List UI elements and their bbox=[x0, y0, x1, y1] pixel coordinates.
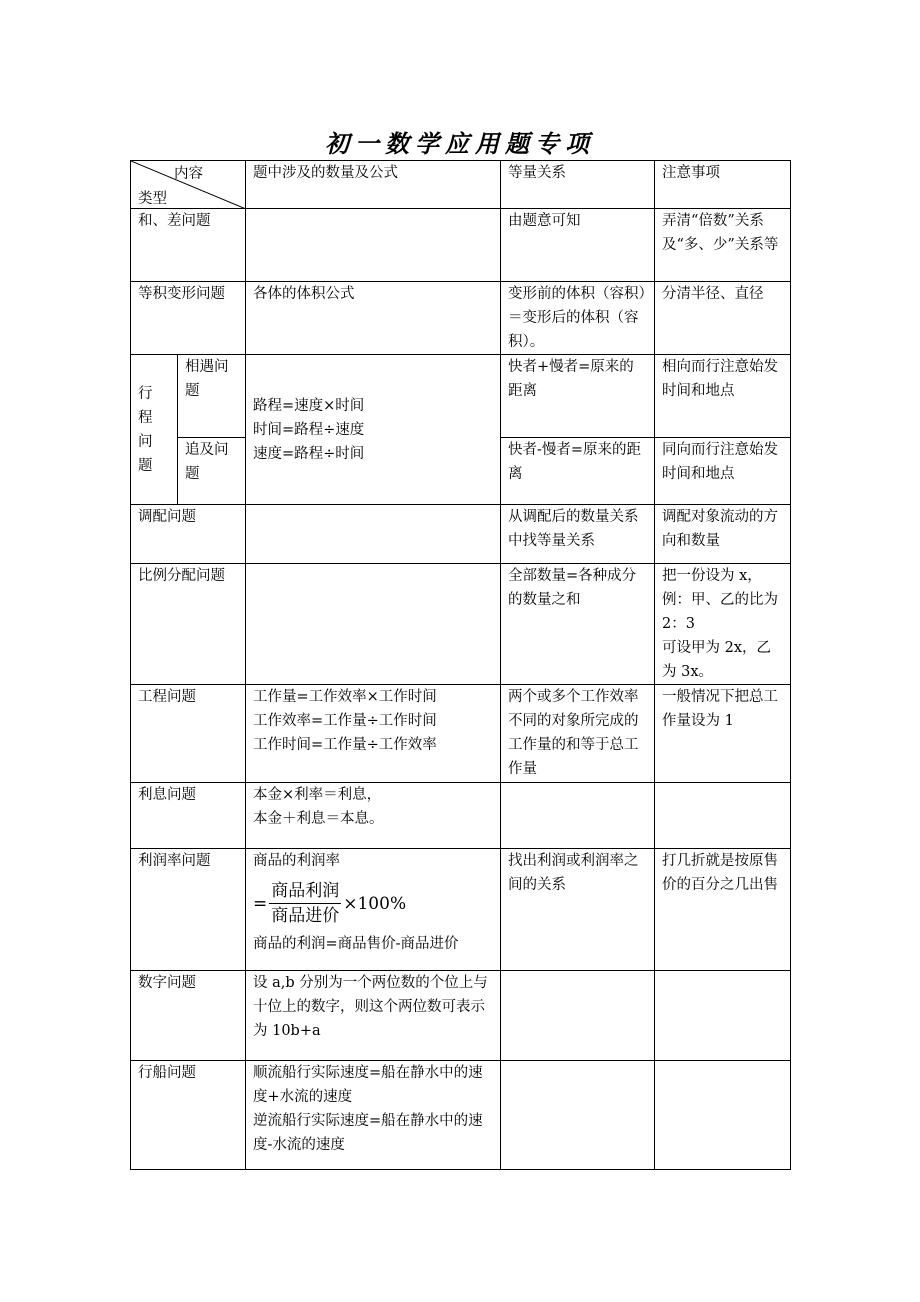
type-cell: 调配问题 bbox=[131, 505, 246, 564]
table-row bbox=[131, 209, 791, 282]
word-problem-table bbox=[130, 160, 791, 1170]
note-cell: 一般情况下把总工作量设为 1 bbox=[655, 685, 791, 783]
header-note: 注意事项 bbox=[655, 161, 791, 209]
header-row bbox=[131, 161, 791, 209]
table-row bbox=[131, 849, 791, 971]
table-row bbox=[131, 564, 791, 685]
note-cell: 同向而行注意始发时间和地点 bbox=[655, 438, 791, 505]
type-cell: 相遇问题 bbox=[178, 355, 246, 438]
relation-cell: 找出利润或利润率之间的关系 bbox=[501, 849, 655, 971]
relation-cell: 全部数量=各种成分的数量之和 bbox=[501, 564, 655, 685]
note-cell: 弄清“倍数”关系及“多、少”关系等 bbox=[655, 209, 791, 282]
travel-group-label: 行 程 问 题 bbox=[138, 385, 153, 474]
type-cell: 比例分配问题 bbox=[131, 564, 246, 685]
note-cell: 打几折就是按原售价的百分之几出售 bbox=[655, 849, 791, 971]
note-cell: 相向而行注意始发时间和地点 bbox=[655, 355, 791, 438]
profit-rate-fraction: = $\frac{\text{商品利润}}{\text{商品进价}}$ ×100% bbox=[253, 881, 407, 926]
formula-cell: 本金×利率＝利息， 本金＋利息＝本息。 bbox=[246, 783, 501, 849]
relation-cell: 变形前的体积（容积）＝变形后的体积（容积）。 bbox=[501, 282, 655, 355]
fraction-denominator: 商品进价 bbox=[271, 906, 340, 926]
fraction-numerator: 商品利润 bbox=[269, 879, 341, 904]
header-relation: 等量关系 bbox=[501, 161, 655, 209]
relation-cell bbox=[501, 971, 655, 1061]
type-cell: 利息问题 bbox=[131, 783, 246, 849]
table-row bbox=[131, 355, 791, 438]
formula-cell bbox=[246, 505, 501, 564]
formula-cell bbox=[246, 209, 501, 282]
table-row bbox=[131, 505, 791, 564]
header-type-label: 类型 bbox=[138, 191, 167, 207]
note-cell: 分清半径、直径 bbox=[655, 282, 791, 355]
formula-cell: 路程=速度×时间 时间=路程÷速度 速度=路程÷时间 bbox=[246, 355, 501, 505]
type-cell: 追及问题 bbox=[178, 438, 246, 505]
travel-group-cell bbox=[131, 355, 178, 505]
diagonal-header-cell bbox=[131, 161, 246, 209]
relation-cell bbox=[501, 783, 655, 849]
header-content-label: 内容 bbox=[174, 166, 203, 182]
note-cell: 把一份设为 x，例：甲、乙的比为 2：3 可设甲为 2x，乙为 3x。 bbox=[655, 564, 791, 685]
table-row bbox=[131, 1061, 791, 1170]
formula-cell: 商品的利润率 = $\frac{\text{商品利润}}{\text{商品进价}}$ ×100% 商品的利润=商品售价-商品进价 bbox=[246, 849, 501, 971]
table-row bbox=[131, 282, 791, 355]
type-cell: 等积变形问题 bbox=[131, 282, 246, 355]
type-cell: 工程问题 bbox=[131, 685, 246, 783]
table-row bbox=[131, 685, 791, 783]
header-formula: 题中涉及的数量及公式 bbox=[246, 161, 501, 209]
formula-cell bbox=[246, 564, 501, 685]
formula-cell: 工作量=工作效率×工作时间 工作效率=工作量÷工作时间 工作时间=工作量÷工作效率 bbox=[246, 685, 501, 783]
note-cell bbox=[655, 1061, 791, 1170]
type-cell: 利润率问题 bbox=[131, 849, 246, 971]
table-row bbox=[131, 783, 791, 849]
formula-cell: 顺流船行实际速度=船在静水中的速度+水流的速度 逆流船行实际速度=船在静水中的速度-水流的速度 bbox=[246, 1061, 501, 1170]
relation-cell: 快者+慢者=原来的距离 bbox=[501, 355, 655, 438]
relation-cell: 从调配后的数量关系中找等量关系 bbox=[501, 505, 655, 564]
note-cell bbox=[655, 783, 791, 849]
type-cell: 和、差问题 bbox=[131, 209, 246, 282]
relation-cell: 由题意可知 bbox=[501, 209, 655, 282]
page-title: 初一数学应用题专项 bbox=[325, 129, 595, 158]
note-cell: 调配对象流动的方向和数量 bbox=[655, 505, 791, 564]
relation-cell bbox=[501, 1061, 655, 1170]
relation-cell: 两个或多个工作效率不同的对象所完成的工作量的和等于总工作量 bbox=[501, 685, 655, 783]
type-cell: 行船问题 bbox=[131, 1061, 246, 1170]
formula-cell: 各体的体积公式 bbox=[246, 282, 501, 355]
note-cell bbox=[655, 971, 791, 1061]
table-row bbox=[131, 971, 791, 1061]
type-cell: 数字问题 bbox=[131, 971, 246, 1061]
relation-cell: 快者-慢者=原来的距离 bbox=[501, 438, 655, 505]
formula-cell: 设 a,b 分别为一个两位数的个位上与十位上的数字，则这个两位数可表示为 10b+a bbox=[246, 971, 501, 1061]
